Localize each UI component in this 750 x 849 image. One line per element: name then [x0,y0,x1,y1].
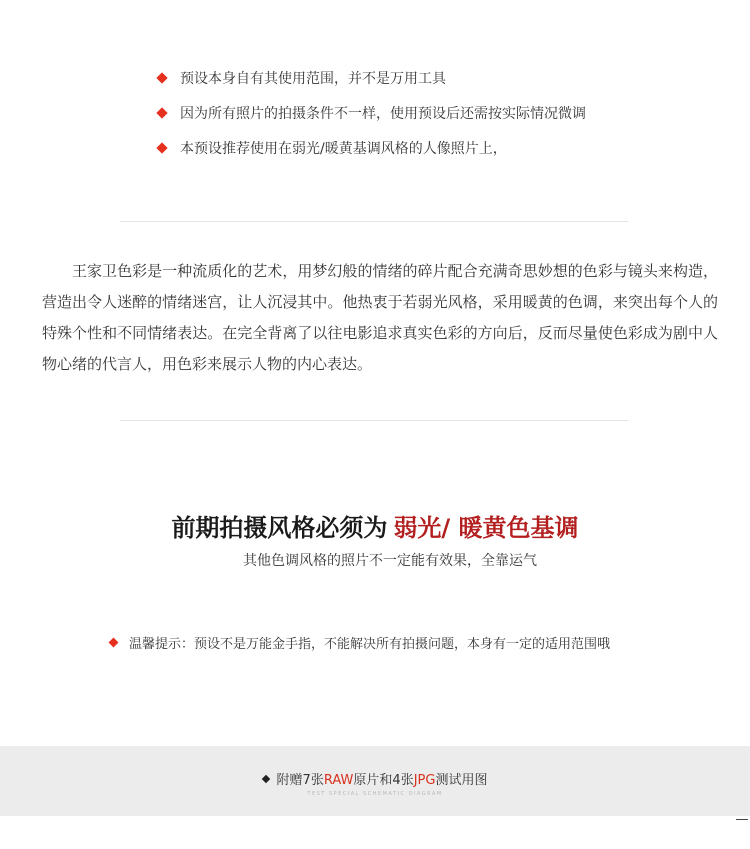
footer-raw: RAW [323,773,354,788]
footer-text-4: 张 [400,773,414,788]
footer-subtitle: TEST SPECIAL SCHEMATIC DIAGRAM [307,791,443,797]
footer-count-raw: 7 [302,773,311,788]
note-text: 因为所有照片的拍摄条件不一样，使用预设后还需按实际情况微调 [180,105,586,122]
diamond-bullet-icon [156,142,167,153]
headline-accent: 弱光/ 暖黄色基调 [393,514,579,542]
footer-text-1: 附赠 [276,773,303,788]
headline [0,508,750,543]
note-text: 本预设推荐使用在弱光/暖黄基调风格的人像照片上， [180,140,507,157]
subline: 其他色调风格的照片不一定能有效果，全靠运气 [243,553,537,569]
diamond-icon [261,774,269,782]
note-item [158,60,718,95]
headline-main: 前期拍摄风格必须为 [171,514,388,542]
note-item [158,95,718,130]
corner-line [736,819,748,820]
footer-text-5: 测试用图 [435,773,488,788]
divider-bottom [120,420,628,421]
footer-count-jpg: 4 [392,773,401,788]
tip [110,633,610,652]
footer-text-2: 张 [310,773,324,788]
tip-text: 温馨提示：预设不是万能金手指，不能解决所有拍摄问题，本身有一定的适用范围哦 [129,637,611,652]
note-item [158,130,718,165]
diamond-bullet-icon [109,638,119,648]
footer-title [0,769,750,788]
divider-top [120,221,628,222]
diamond-bullet-icon [156,72,167,83]
footer-text-3: 原片和 [353,773,393,788]
intro-paragraph: 王家卫色彩是一种流质化的艺术，用梦幻般的情绪的碎片配合充满奇思妙想的色彩与镜头来构造，营造出令人迷醉的情绪迷宫，让人沉浸其中。他热衷于若弱光风格，采用暖黄的色调，来突出每个人的特殊个性和不同情绪表达。在完全背离了以往电影追求真实色彩的方向后，反而尽量使色彩成为剧中人物心绪的代言人，用色彩来展示人物的内心表达。 [42,262,718,373]
note-text: 预设本身自有其使用范围，并不是万用工具 [180,70,446,87]
diamond-bullet-icon [156,107,167,118]
notes-list [158,60,718,165]
footer-banner [0,746,750,816]
footer-jpg: JPG [413,773,436,788]
